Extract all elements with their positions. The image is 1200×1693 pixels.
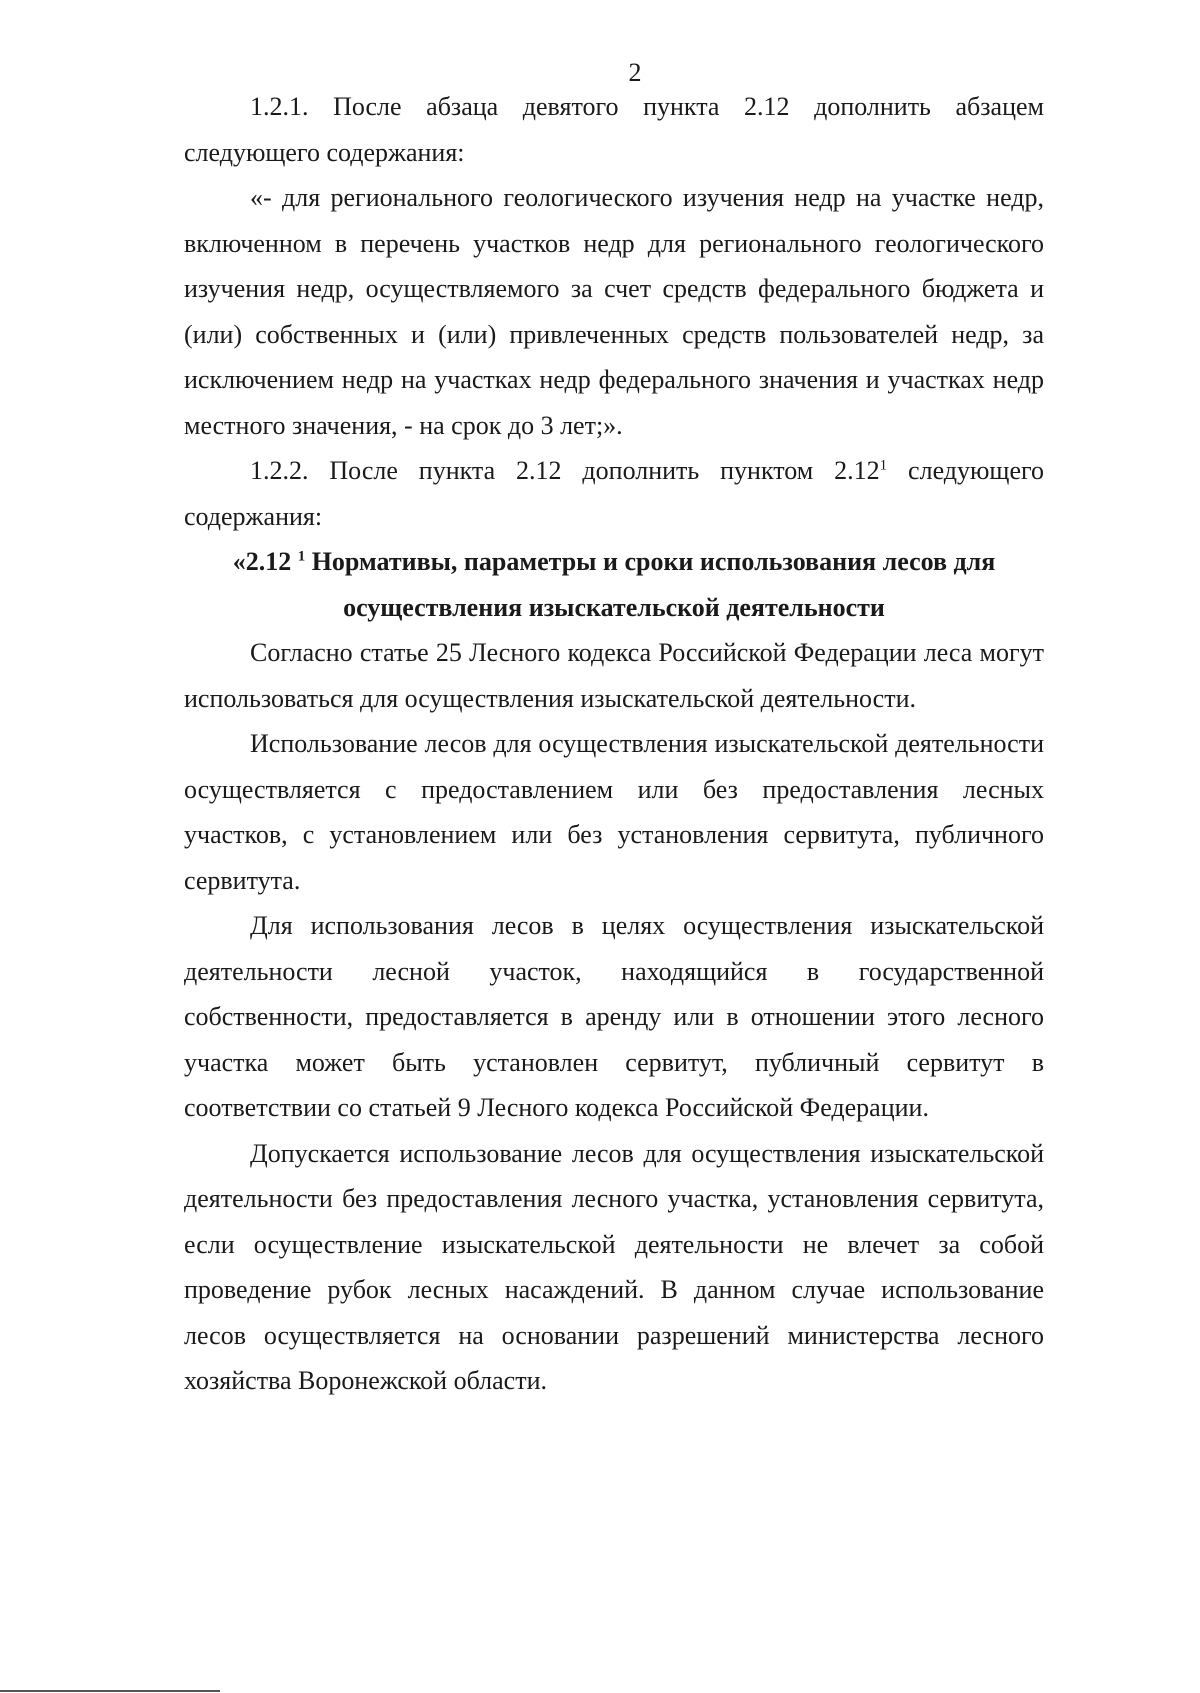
bottom-scan-line [0, 1690, 220, 1692]
paragraph-1-2-1-tail: следующего содержания: [184, 137, 465, 167]
section-heading-line-2: осуществления изыскательской деятельности [343, 592, 885, 622]
paragraph-1-2-2-text: 1.2.2. После пункта 2.12 дополнить пунктом 2.12 [250, 456, 880, 485]
paragraph-lease-servitude: Для использования лесов в целях осуществления изыскательской деятельности лесной участок, находящийся в государственной собственности, предоставляется в аренду или в отношении этого лесного участка может быть установлен сервитут, публичный сервитут в соответствии со статьей 9 Лесного кодекса Российской Федерации. [184, 911, 1044, 1122]
paragraph-use-of-forests: Использование лесов для осуществления изыскательской деятельности осуществляется с предоставлением или без предоставления лесных участков, с установлением или без установления сервитута, публичного сервитута. [184, 729, 1044, 895]
paragraph-1-2-2-lead [184, 448, 1044, 539]
paragraph-1-2-2-after: следующего содержания: [184, 456, 1044, 531]
section-heading [184, 539, 1044, 630]
paragraph-1-2-1-lead: 1.2.1. После абзаца девятого пункта 2.12 дополнить абзацем [250, 92, 1044, 121]
paragraph-article-25: Согласно статье 25 Лесного кодекса Российской Федерации леса могут использоваться для осуществления изыскательской деятельности. [184, 638, 1044, 713]
paragraph-1-2-2-superscript: 1 [879, 457, 888, 474]
document-body [184, 84, 1044, 1404]
section-heading-superscript: 1 [297, 548, 306, 565]
paragraph-quoted-amendment: «- для регионального геологического изучения недр на участке недр, включенном в перечень участков недр для регионального геологического изучения недр, осуществляемого за счет средств федерального бюджета и (или) собственных и (или) привлеченных средств пользователей недр, за исключением недр на участках недр федерального значения и участках недр местного значения, - на срок до 3 лет;». [184, 183, 1044, 440]
section-heading-title-part1: Нормативы, параметры и сроки использования лесов для [305, 547, 996, 576]
paragraph-permits: Допускается использование лесов для осуществления изыскательской деятельности без предоставления лесного участка, установления сервитута, если осуществление изыскательской деятельности не влечет за собой проведение рубок лесных насаждений. В данном случае использование лесов осуществляется на основании разрешений министерства лесного хозяйства Воронежской области. [184, 1138, 1044, 1395]
section-heading-number: «2.12 [232, 547, 298, 576]
page-number: 2 [628, 58, 642, 87]
section-heading-line-1 [184, 539, 1044, 585]
